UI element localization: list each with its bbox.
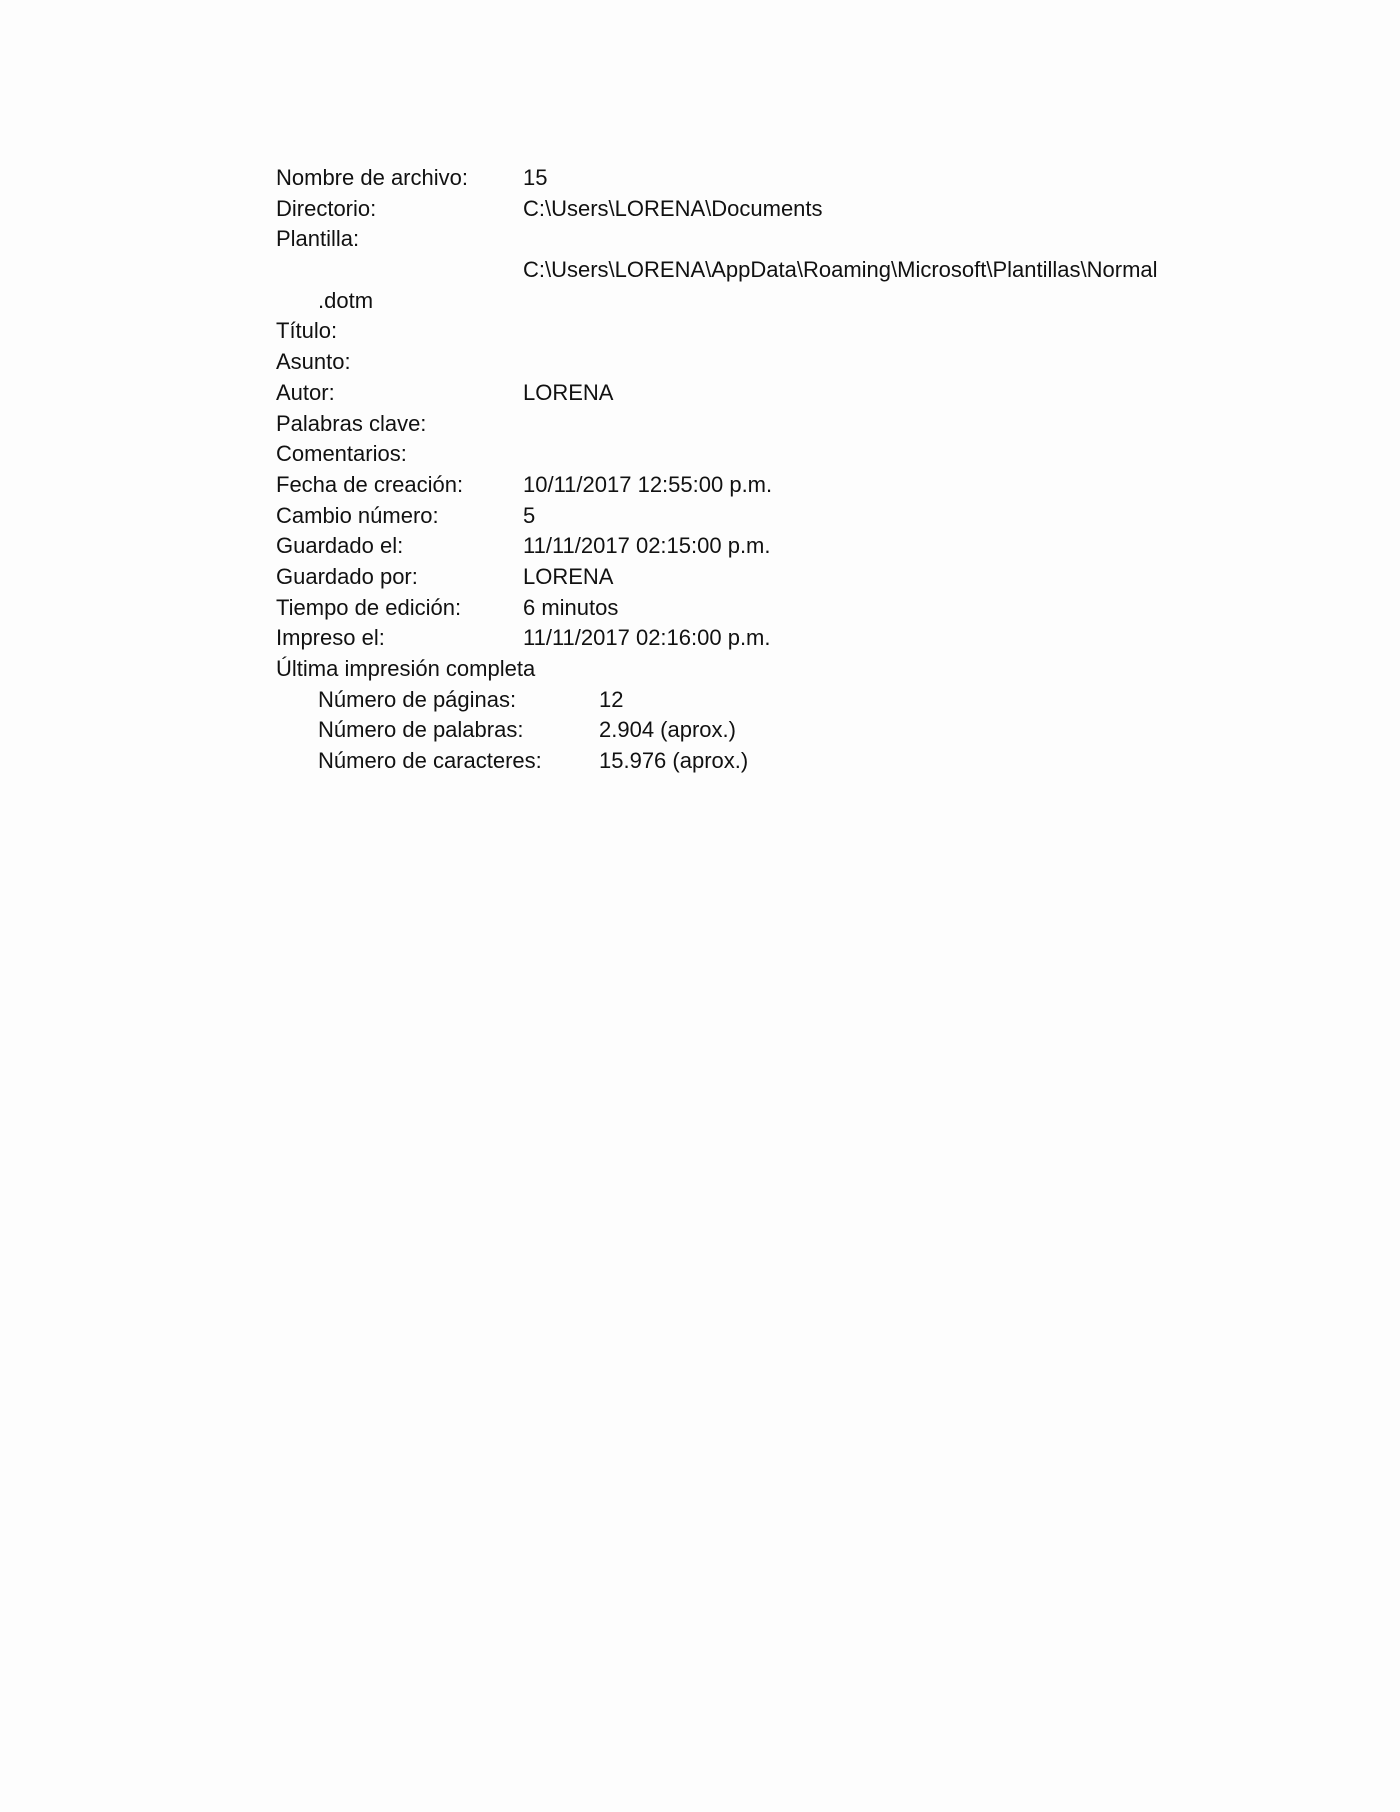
property-row-printed-on	[276, 623, 1236, 654]
property-label: Fecha de creación:	[276, 471, 464, 497]
property-label: Guardado el:	[276, 533, 404, 559]
last-print-value: 12	[599, 686, 624, 712]
property-row-directory	[276, 194, 1236, 225]
property-row-keywords	[276, 409, 1236, 440]
property-row-subject	[276, 347, 1236, 378]
property-value: 11/11/2017 02:16:00 p.m.	[523, 625, 771, 651]
property-value: C:\Users\LORENA\AppData\Roaming\Microsoft\Plantillas\Normal	[523, 257, 1158, 283]
last-print-label: Número de páginas:	[318, 686, 517, 712]
property-value: LORENA	[523, 379, 614, 405]
property-value: 10/11/2017 12:55:00 p.m.	[523, 471, 773, 497]
last-print-row-characters	[276, 746, 1236, 777]
property-row-template-path	[276, 255, 1236, 286]
property-label: Cambio número:	[276, 502, 439, 528]
property-label: Plantilla:	[276, 226, 360, 252]
property-value: C:\Users\LORENA\Documents	[523, 195, 823, 221]
last-print-heading: Última impresión completa	[276, 656, 536, 681]
property-label: Impreso el:	[276, 625, 385, 651]
last-print-heading-row	[276, 654, 1236, 685]
last-print-row-words	[276, 715, 1236, 746]
property-row-saved-on	[276, 531, 1236, 562]
property-label: Tiempo de edición:	[276, 594, 462, 620]
property-label: Directorio:	[276, 195, 377, 221]
property-row-template-continuation	[276, 286, 1236, 317]
last-print-value: 15.976 (aprox.)	[599, 748, 749, 774]
property-row-comments	[276, 439, 1236, 470]
property-value: 11/11/2017 02:15:00 p.m.	[523, 533, 771, 559]
property-value	[523, 439, 1236, 470]
property-value: 5	[523, 502, 536, 528]
property-value	[523, 347, 1236, 378]
property-value: LORENA	[523, 563, 614, 589]
property-row-author	[276, 378, 1236, 409]
property-label	[276, 255, 523, 286]
last-print-row-pages	[276, 685, 1236, 716]
property-row-created	[276, 470, 1236, 501]
property-label: Título:	[276, 318, 338, 344]
last-print-label: Número de caracteres:	[318, 748, 542, 774]
property-row-title	[276, 316, 1236, 347]
property-row-revision	[276, 501, 1236, 532]
property-label: Asunto:	[276, 349, 351, 375]
property-label: Comentarios:	[276, 441, 407, 467]
property-label: Palabras clave:	[276, 410, 427, 436]
property-value: 6 minutos	[523, 594, 619, 620]
property-value	[523, 224, 1236, 255]
property-row-saved-by	[276, 562, 1236, 593]
property-row-template	[276, 224, 1236, 255]
property-value	[523, 409, 1236, 440]
property-row-filename	[276, 163, 1236, 194]
property-label: Nombre de archivo:	[276, 165, 468, 190]
template-continuation-text: .dotm	[318, 287, 374, 313]
last-print-label: Número de palabras:	[318, 717, 524, 743]
property-value	[523, 316, 1236, 347]
property-label: Guardado por:	[276, 563, 418, 589]
document-properties	[276, 163, 1236, 777]
property-label: Autor:	[276, 379, 335, 405]
last-print-value: 2.904 (aprox.)	[599, 717, 736, 743]
property-row-editing-time	[276, 593, 1236, 624]
property-value: 15	[523, 165, 548, 190]
